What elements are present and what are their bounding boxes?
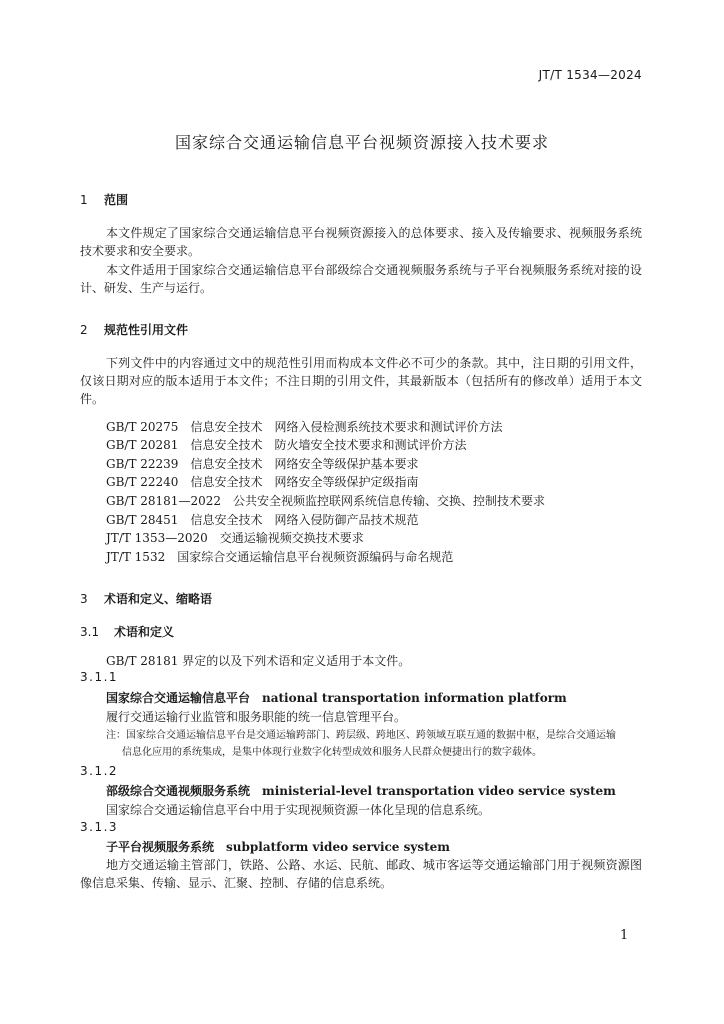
term-number: 3.1.1 [80,670,119,684]
term-note-line-1: 注：国家综合交通运输信息平台是交通运输跨部门、跨层级、跨地区、跨领域互联互通的数据中枢，是综合交通运输 [106,730,616,741]
subsection-3-1-heading [80,623,174,640]
reference-item: GB/T 20281 信息安全技术 防火墙安全技术要求和测试评价方法 [106,438,467,452]
term-chinese: 子平台视频服务系统 [106,840,215,854]
term-number: 3.1.3 [80,820,119,834]
term-heading [106,838,450,855]
term-english: subplatform video service system [226,840,450,854]
subsection-title: 术语和定义 [114,625,175,639]
term-definition: 地方交通运输主管部门，铁路、公路、水运、民航、邮政、城市客运等交通运输部门用于视频资源图像信息采集、传输、显示、汇聚、控制、存储的信息系统。 [80,858,642,890]
section-title: 术语和定义、缩略语 [104,592,213,606]
term-english: ministerial-level transportation video service system [262,784,616,798]
section-number: 3 [80,592,88,606]
term-definition: 履行交通运输行业监管和服务职能的统一信息管理平台。 [106,710,407,724]
section-title: 规范性引用文件 [104,323,189,337]
page-number: 1 [620,928,629,943]
references-intro: 下列文件中的内容通过文中的规范性引用而构成本文件必不可少的条款。其中，注日期的引用文件，仅该日期对应的版本适用于本文件；不注日期的引用文件，其最新版本（包括所有的修改单）适用于本文件。 [80,356,642,406]
standard-number: JT/T 1534—2024 [538,68,642,82]
term-chinese: 国家综合交通运输信息平台 [106,691,251,705]
section-1-heading [80,191,128,208]
term-chinese: 部级综合交通视频服务系统 [106,784,251,798]
scope-paragraph-1: 本文件规定了国家综合交通运输信息平台视频资源接入的总体要求、接入及传输要求、视频服务系统技术要求和安全要求。 [80,226,642,258]
reference-item: GB/T 22240 信息安全技术 网络安全等级保护定级指南 [106,475,419,489]
reference-item: GB/T 28451 信息安全技术 网络入侵防御产品技术规范 [106,513,419,527]
terms-intro: GB/T 28181 界定的以及下列术语和定义适用于本文件。 [106,654,411,668]
term-heading [106,782,616,799]
term-heading [106,689,567,706]
scope-paragraph-2: 本文件适用于国家综合交通运输信息平台部级综合交通视频服务系统与子平台视频服务系统对接的设计、研发、生产与运行。 [80,263,642,295]
subsection-number: 3.1 [80,625,100,639]
term-number: 3.1.2 [80,764,119,778]
reference-item: GB/T 28181—2022 公共安全视频监控联网系统信息传输、交换、控制技术要求 [106,494,545,508]
reference-item: GB/T 20275 信息安全技术 网络入侵检测系统技术要求和测试评价方法 [106,420,503,434]
reference-item: JT/T 1353—2020 交通运输视频交换技术要求 [106,531,364,545]
section-number: 2 [80,323,88,337]
section-title: 范围 [104,193,129,207]
term-note-line-2: 信息化应用的系统集成，是集中体现行业数字化转型成效和服务人民群众便捷出行的数字载体。 [122,747,542,758]
term-english: national transportation information platform [262,691,567,705]
section-3-heading [80,590,212,607]
term-definition: 国家综合交通运输信息平台中用于实现视频资源一体化呈现的信息系统。 [106,803,491,817]
reference-item: JT/T 1532 国家综合交通运输信息平台视频资源编码与命名规范 [106,550,454,564]
reference-item: GB/T 22239 信息安全技术 网络安全等级保护基本要求 [106,457,419,471]
document-title: 国家综合交通运输信息平台视频资源接入技术要求 [174,133,549,152]
term-note [106,727,642,761]
section-2-heading [80,321,188,338]
section-number: 1 [80,193,88,207]
